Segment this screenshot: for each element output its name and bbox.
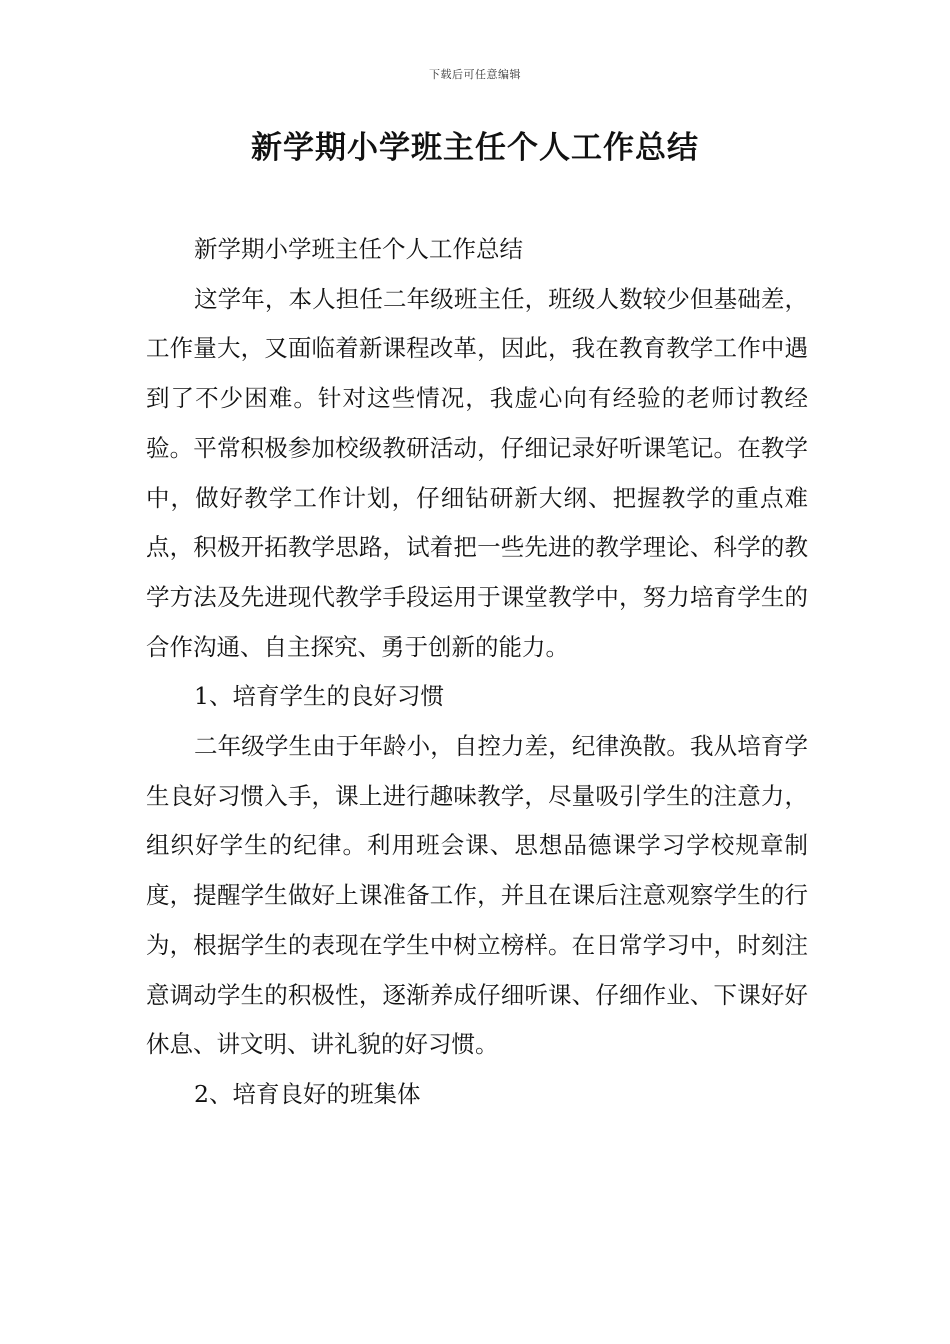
document-subtitle: 新学期小学班主任个人工作总结: [194, 235, 523, 263]
section-1-heading: 1、培育学生的良好习惯: [194, 682, 444, 711]
document-title: 新学期小学班主任个人工作总结: [251, 130, 699, 166]
header-note: 下载后可任意编辑: [429, 68, 521, 81]
intro-paragraph: 这学年，本人担任二年级班主任，班级人数较少但基础差，工作量大，又面临着新课程改革，因此，我在教育教学工作中遇到了不少困难。针对这些情况，我虚心向有经验的老师讨教经验。平常积极参加校级教研活动，仔细记录好听课笔记。在教学中，做好教学工作计划，仔细钻研新大纲、把握教学的重点难点，积极开拓教学思路，试着把一些先进的教学理论、科学的教学方法及先进现代教学手段运用于课堂教学中，努力培育学生的合作沟通、自主探究、勇于创新的能力。: [146, 284, 808, 661]
section-1-paragraph: 二年级学生由于年龄小，自控力差，纪律涣散。我从培育学生良好习惯入手，课上进行趣味教学，尽量吸引学生的注意力，组织好学生的纪律。利用班会课、思想品德课学习学校规章制度，提醒学生做好上课准备工作，并且在课后注意观察学生的行为，根据学生的表现在学生中树立榜样。在日常学习中，时刻注意调动学生的积极性，逐渐养成仔细听课、仔细作业、下课好好休息、讲文明、讲礼貌的好习惯。: [146, 732, 808, 1059]
document-body: [146, 225, 808, 1120]
section-2-heading: 2、培育良好的班集体: [194, 1079, 421, 1108]
